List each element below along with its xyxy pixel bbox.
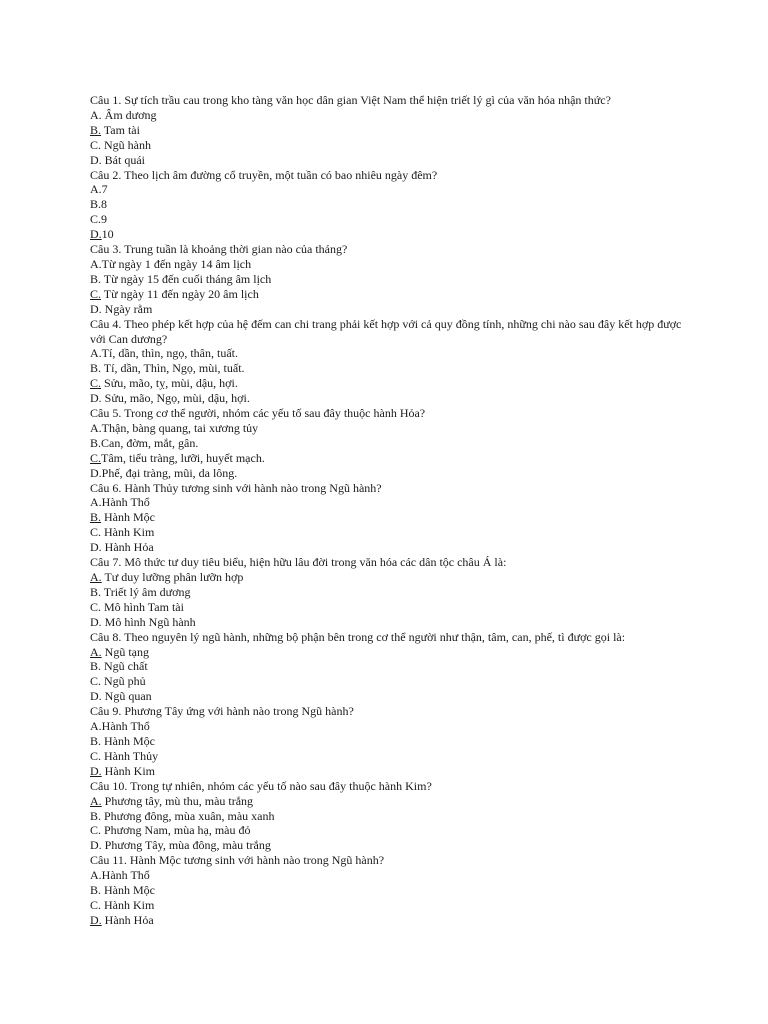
question-text: Câu 9. Phương Tây ứng với hành nào trong Ngũ hành? [90,704,354,719]
answer-option [90,719,690,734]
answer-option-text: 10 [101,227,114,242]
question-text: Câu 11. Hành Mộc tương sinh với hành nào trong Ngũ hành? [90,853,385,868]
answer-option [90,257,690,272]
answer-option-text: D. Sửu, mão, Ngọ, mùi, dậu, hợi. [90,391,250,406]
question-block [90,704,690,779]
question-block [90,779,690,854]
answer-option-text: Ngũ tạng [101,644,149,659]
question-text: Câu 6. Hành Thủy tương sinh với hành nào trong Ngũ hành? [90,480,382,495]
answer-option-text: B. Phương đông, mùa xuân, màu xanh [90,808,275,823]
answer-option-text: C. Ngũ phủ [90,674,146,689]
answer-option-text: D.Phế, đại tràng, mũi, da lông. [90,465,238,480]
answer-option-text: A. Âm dương [90,107,157,122]
answer-option [90,585,690,600]
answer-option [90,913,690,928]
answer-option [90,302,690,317]
answer-option [90,287,690,302]
answer-option [90,659,690,674]
question-text: Câu 2. Theo lịch âm đường cổ truyền, một tuần có bao nhiêu ngày đêm? [90,167,438,182]
answer-option [90,108,690,123]
answer-option [90,898,690,913]
answer-option-text: C. Phương Nam, mùa hạ, màu đỏ [90,823,251,838]
answer-option-text: D. Hành Hỏa [90,540,154,555]
answer-option [90,361,690,376]
question-block [90,93,690,168]
answer-option-text: C. Hành Kim [90,897,155,912]
answer-option-text: Sửu, mão, tỵ, mùi, dậu, hợi. [101,376,238,391]
answer-key-marker: D. [90,912,102,927]
answer-option-text: B. Hành Mộc [90,733,155,748]
answer-option [90,809,690,824]
answer-option-text: Phương tây, mù thu, màu trắng [101,793,254,808]
question-block [90,555,690,630]
answer-option [90,645,690,660]
answer-option-text: D. Ngày rằm [90,301,153,316]
answer-option-text: B. Tí, dần, Thìn, Ngọ, mùi, tuất. [90,361,245,376]
answer-option [90,227,690,242]
answer-key-marker: C. [90,376,102,391]
answer-key-marker: D. [90,227,102,242]
answer-option [90,600,690,615]
question-block [90,317,690,406]
question-block [90,406,690,481]
answer-option [90,212,690,227]
answer-option [90,451,690,466]
answer-key-marker: D. [90,763,102,778]
question-block [90,481,690,556]
answer-option-text: A.Hành Thổ [90,495,150,510]
answer-option [90,421,690,436]
answer-key-marker: C. [90,286,102,301]
answer-option [90,570,690,585]
question-text: Câu 8. Theo nguyên lý ngũ hành, những bộ phận bên trong cơ thể người như thận, tâm, can, phế, tì được gọi là: [90,629,626,644]
answer-option-text: C. Mô hình Tam tài [90,599,184,614]
answer-option [90,794,690,809]
answer-option [90,525,690,540]
question-block [90,242,690,317]
answer-option-text: A.7 [90,182,108,197]
answer-option [90,734,690,749]
document-page [90,93,690,928]
answer-option [90,749,690,764]
question-text: Câu 10. Trong tự nhiên, nhóm các yếu tố nào sau đây thuộc hành Kim? [90,778,432,793]
question-text: Câu 4. Theo phép kết hợp của hệ đếm can chi trang phải kết hợp với cả quy đồng tính, những chi nào sau đây kết hợp được với Can dương? [90,316,682,346]
question-text: Câu 7. Mô thức tư duy tiêu biểu, hiện hữu lâu đời trong văn hóa các dân tộc châu Á là: [90,555,507,570]
answer-option [90,674,690,689]
answer-option-text: A.Hành Thổ [90,719,150,734]
answer-option-text: Tư duy lưỡng phân lưỡn hợp [101,570,244,584]
answer-option [90,883,690,898]
answer-option [90,123,690,138]
answer-option [90,495,690,510]
answer-option-text: A.Tí, dần, thìn, ngọ, thân, tuất. [90,346,238,361]
question-block [90,630,690,705]
answer-option-text: C. Hành Thủy [90,748,159,763]
answer-option-text: B. Ngũ chất [90,659,148,674]
answer-option [90,689,690,704]
answer-option-text: Hành Hỏa [101,912,154,927]
answer-option-text: Hành Kim [101,763,155,778]
answer-option-text: Từ ngày 11 đến ngày 20 âm lịch [101,286,259,301]
answer-key-marker: A. [90,644,102,659]
answer-option-text: B. Triết lý âm dương [90,584,191,599]
answer-option [90,615,690,630]
answer-option [90,540,690,555]
answer-option [90,838,690,853]
answer-option [90,436,690,451]
answer-option-text: Hành Mộc [101,510,156,525]
answer-option [90,346,690,361]
question-text: Câu 1. Sự tích trầu cau trong kho tàng văn học dân gian Việt Nam thể hiện triết lý gì của văn hóa nhận thức? [90,93,611,107]
answer-option-text: B.Can, đờm, mắt, gân. [90,435,199,450]
answer-option-text: B. Hành Mộc [90,883,155,898]
question-text: Câu 5. Trong cơ thể người, nhóm các yếu tố sau đây thuộc hành Hỏa? [90,406,426,421]
answer-option-text: C.9 [90,212,108,227]
answer-option-text: Tâm, tiểu tràng, lưỡi, huyết mạch. [101,450,265,465]
answer-key-marker: B. [90,122,102,137]
answer-key-marker: A. [90,570,102,584]
answer-option [90,510,690,525]
answer-option [90,764,690,779]
answer-option-text: D. Phương Tây, mùa đông, màu trắng [90,838,271,853]
answer-option [90,823,690,838]
question-text: Câu 3. Trung tuần là khoảng thời gian nào của tháng? [90,242,348,257]
answer-option [90,376,690,391]
question-block [90,853,690,928]
answer-option [90,182,690,197]
answer-option [90,868,690,883]
answer-key-marker: C. [90,450,102,465]
answer-option-text: B.8 [90,197,108,212]
answer-option [90,197,690,212]
question-block [90,168,690,243]
answer-option-text: A.Thận, bàng quang, tai xương tủy [90,420,259,435]
answer-option-text: D. Bát quái [90,152,145,167]
answer-option [90,391,690,406]
answer-option-text: B. Từ ngày 15 đến cuối tháng âm lịch [90,271,272,286]
answer-option-text: A.Từ ngày 1 đến ngày 14 âm lịch [90,256,252,271]
answer-option-text: D. Mô hình Ngũ hành [90,614,196,629]
answer-option-text: D. Ngũ quan [90,689,152,704]
answer-option-text: Tam tài [101,122,140,137]
answer-option [90,272,690,287]
answer-option [90,466,690,481]
answer-key-marker: A. [90,793,102,808]
answer-option-text: C. Hành Kim [90,525,155,540]
answer-option [90,138,690,153]
answer-key-marker: B. [90,510,102,525]
answer-option-text: A.Hành Thổ [90,868,150,883]
answer-option-text: C. Ngũ hành [90,137,151,152]
answer-option [90,153,690,168]
